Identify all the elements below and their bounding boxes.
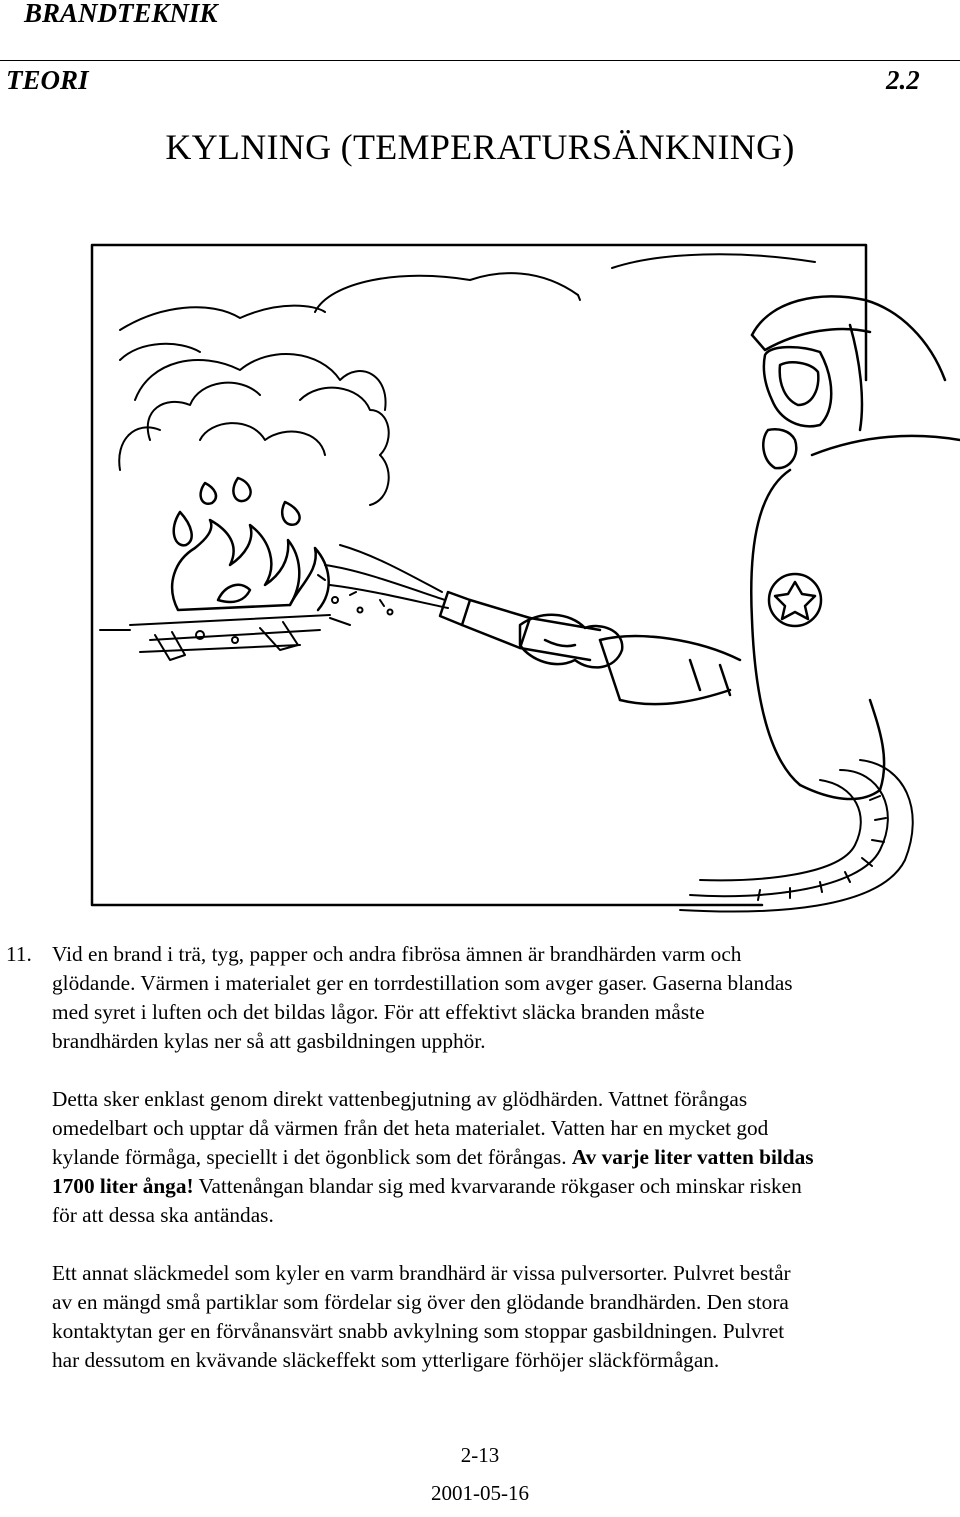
section-number: 2.2: [886, 65, 920, 95]
text-line: för att dessa ska antändas.: [52, 1203, 274, 1227]
text-line: med syret i luften och det bildas lågor. För att effektivt släcka branden måste: [52, 1000, 705, 1024]
text-line: Vid en brand i trä, tyg, papper och andra fibrösa ämnen är brandhärden varm och: [52, 942, 742, 966]
paragraph-3: [52, 1259, 957, 1375]
emphasis-text: 1700 liter ånga!: [52, 1174, 194, 1198]
item-number: 11.: [6, 942, 32, 966]
smoke-clouds-icon: [119, 254, 815, 505]
text-line: Ett annat släckmedel som kyler en varm brandhärd är vissa pulversorter. Pulvret består: [52, 1261, 791, 1285]
page-number: 2-13: [460, 1443, 500, 1467]
illustration-frame: [92, 245, 866, 905]
text-line: har dessutom en kvävande släckeffekt som ytterligare förhöjer släckförmågan.: [52, 1348, 720, 1372]
footer-date: 2001-05-16: [431, 1481, 529, 1505]
text-line: glödande. Värmen i materialet ger en torrdestillation som avger gaser. Gaserna blandas: [52, 971, 793, 995]
text-line: av en mängd små partiklar som fördelar sig över den glödande brandhärden. Den stora: [52, 1290, 789, 1314]
text-line: brandhärden kylas ner så att gasbildningen upphör.: [52, 1029, 486, 1053]
water-spray-icon: [318, 545, 448, 615]
paragraph-2: [52, 1085, 957, 1230]
firefighter-icon: [520, 296, 960, 799]
header-rule: [0, 60, 960, 61]
section-label: TEORI: [6, 65, 89, 95]
text-line: Vattenångan blandar sig med kvarvarande rökgaser och minskar risken: [198, 1174, 802, 1198]
flames-icon: [172, 478, 329, 610]
body-text: [6, 940, 957, 1375]
emphasis-text: Av varje liter vatten bildas: [571, 1145, 814, 1169]
text-line: kylande förmåga, speciellt i det ögonblick som det förångas.: [52, 1145, 567, 1169]
text-line: kontaktytan ger en förvånansvärt snabb avkylning som stoppar gasbildningen. Pulvret: [52, 1319, 785, 1343]
running-header: BRANDTEKNIK: [24, 0, 218, 28]
text-line: omedelbart och upptar då värmen från det heta materialet. Vatten har en mycket god: [52, 1116, 769, 1140]
burning-logs-icon: [100, 615, 350, 660]
page-title: KYLNING (TEMPERATURSÄNKNING): [165, 127, 795, 167]
text-line: Detta sker enklast genom direkt vattenbegjutning av glödhärden. Vattnet förångas: [52, 1087, 748, 1111]
paragraph-1: [52, 940, 957, 1056]
firefighter-illustration: [0, 230, 960, 930]
